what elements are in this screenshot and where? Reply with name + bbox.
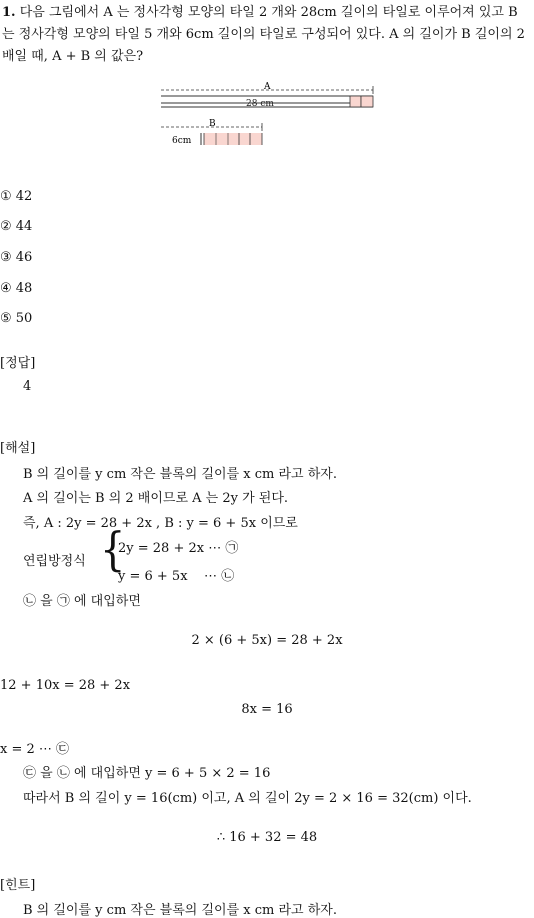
equation-4: 12 + 10x = 28 + 2x — [0, 678, 131, 693]
option-1[interactable]: ① 42 — [0, 189, 33, 204]
question-text: 다음 그림에서 A 는 정사각형 모양의 타일 2 개와 28cm 길이의 타일로 이루어져 있고 B 는 정사각형 모양의 타일 5 개와 6cm 길이의 타일로 구성되어 있다. A 의 길이가 B 길이의 2 배일 때, A + B 의 값은? — [2, 5, 525, 64]
equation-6: x = 2 ⋯ ㉢ — [0, 742, 70, 757]
tile-figure — [158, 78, 378, 148]
equation-2: y = 6 + 5x ⋯ ㉡ — [118, 569, 235, 584]
system-label: 연립방정식 — [23, 554, 86, 569]
explanation-line-1: B 의 길이를 y cm 작은 블록의 길이를 x cm 라고 하자. — [23, 467, 337, 482]
equation-3: 2 × (6 + 5x) = 28 + 2x — [191, 633, 343, 648]
answer-heading: [정답] — [0, 356, 36, 371]
explanation-line-4: ㉡ 을 ㉠ 에 대입하면 — [23, 594, 141, 609]
equation-7: ∴ 16 + 32 = 48 — [216, 830, 318, 845]
square-tile-a2 — [361, 96, 373, 107]
label-6cm: 6cm — [172, 136, 192, 146]
explanation-line-3: 즉, A : 2y = 28 + 2x , B : y = 6 + 5x 이므로 — [23, 516, 298, 531]
label-a: A — [264, 82, 271, 92]
explanation-line-6: 따라서 B 의 길이 y = 16(cm) 이고, A 의 길이 2y = 2 × 16 = 32(cm) 이다. — [23, 791, 472, 806]
equation-1: 2y = 28 + 2x ⋯ ㉠ — [118, 541, 239, 556]
label-b: B — [209, 119, 216, 129]
question — [2, 2, 532, 68]
explanation-line-5: ㉢ 을 ㉡ 에 대입하면 y = 6 + 5 × 2 = 16 — [23, 766, 271, 781]
explanation-heading: [해설] — [0, 441, 36, 456]
answer-value: 4 — [23, 379, 32, 394]
system-brace: { — [100, 523, 126, 577]
label-28cm: 28 cm — [246, 99, 274, 109]
explanation-line-2: A 의 길이는 B 의 2 배이므로 A 는 2y 가 된다. — [23, 491, 289, 506]
option-2[interactable]: ② 44 — [0, 219, 33, 234]
option-5[interactable]: ⑤ 50 — [0, 311, 33, 326]
equation-5: 8x = 16 — [241, 702, 293, 717]
question-number: 1. — [2, 5, 16, 20]
option-3[interactable]: ③ 46 — [0, 250, 33, 265]
hint-heading: [힌트] — [0, 878, 36, 893]
option-4[interactable]: ④ 48 — [0, 281, 33, 296]
square-tiles-b — [204, 133, 262, 145]
square-tile-a1 — [350, 96, 361, 107]
hint-line-1: B 의 길이를 y cm 작은 블록의 길이를 x cm 라고 하자. — [23, 903, 337, 918]
